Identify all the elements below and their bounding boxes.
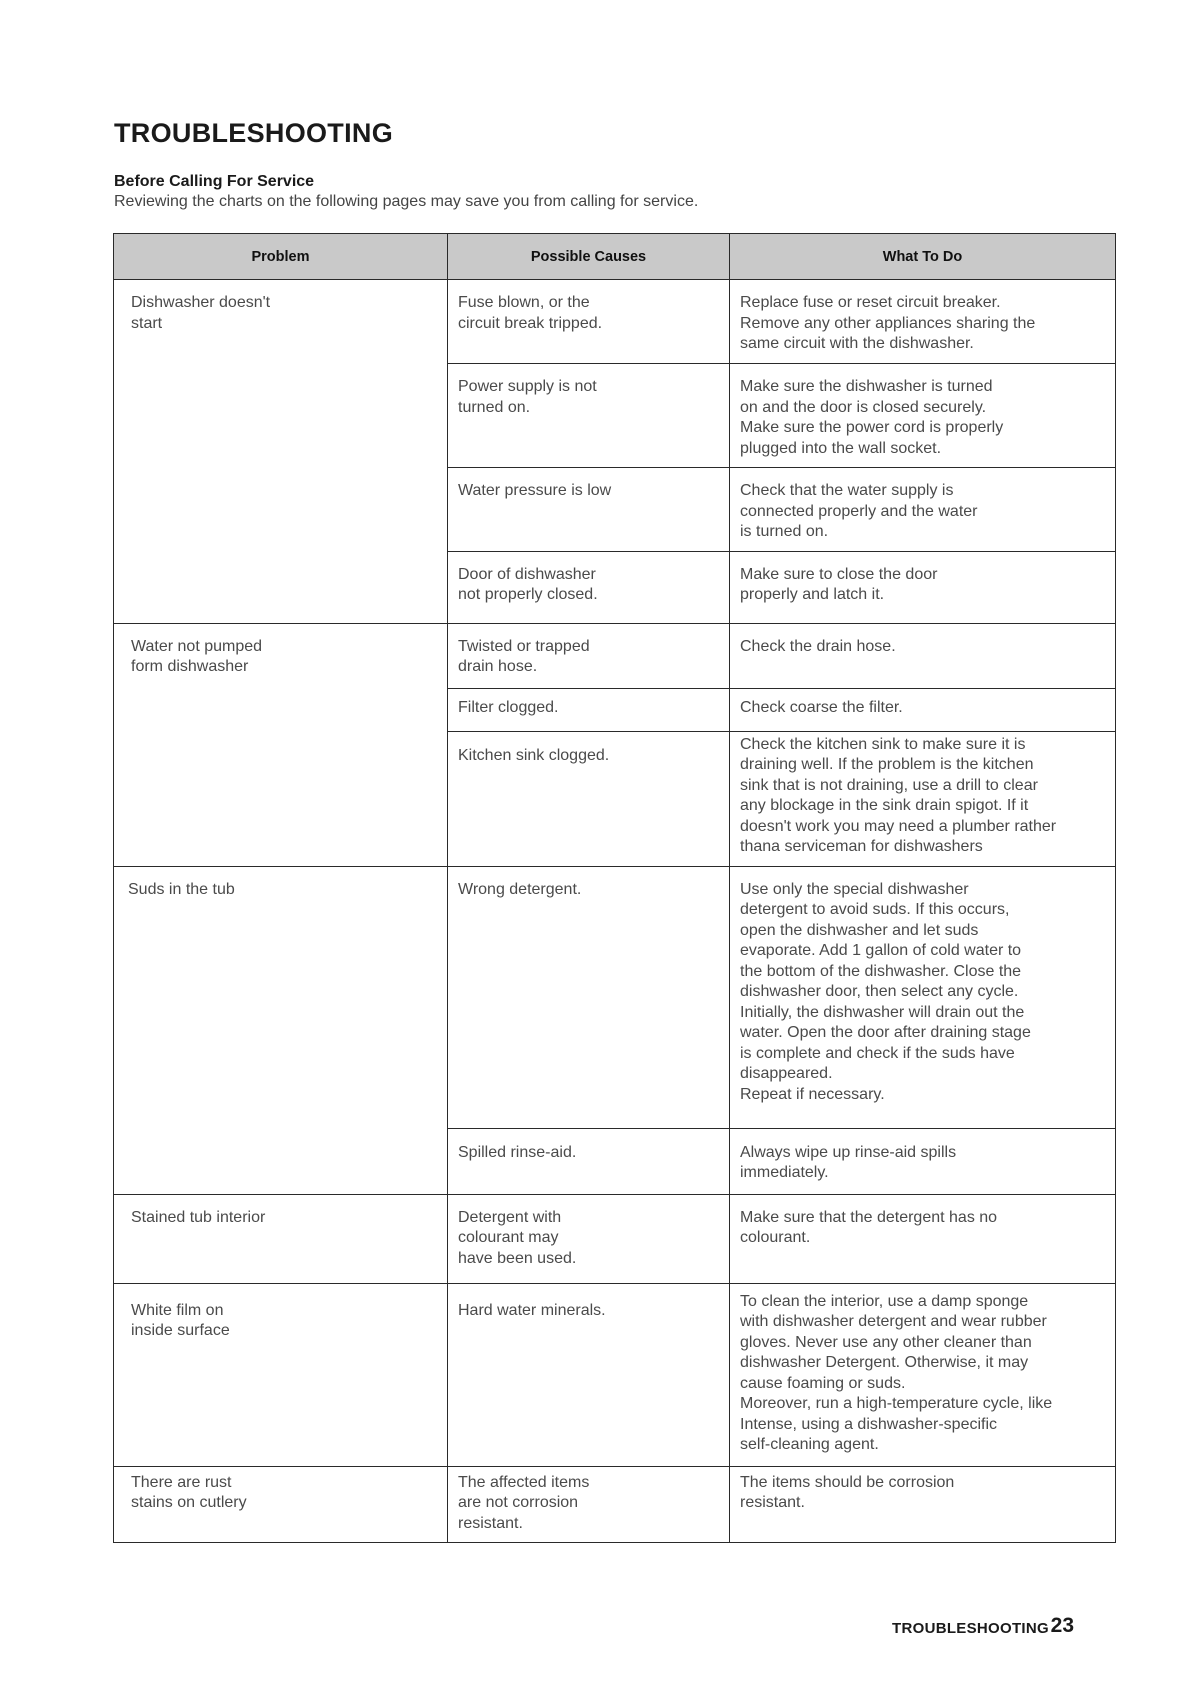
column-header-causes: Possible Causes [448,234,730,280]
cause-cell: Door of dishwasher not properly closed. [448,551,730,623]
cause-cell: Detergent with colourant may have been used. [448,1194,730,1283]
cause-cell: Fuse blown, or the circuit break tripped. [448,280,730,364]
problem-cell: Suds in the tub [114,866,448,1194]
action-cell: Check the drain hose. [730,623,1116,688]
action-cell: Always wipe up rinse-aid spills immediately. [730,1128,1116,1194]
action-cell: Replace fuse or reset circuit breaker. Remove any other appliances sharing the same circuit with the dishwasher. [730,280,1116,364]
action-cell: Make sure that the detergent has no colourant. [730,1194,1116,1283]
action-cell: Check the kitchen sink to make sure it is draining well. If the problem is the kitchen sink that is not draining, use a drill to clear any blockage in the sink drain spigot. If it doesn't work you may need a plumber rather thana serviceman for dishwashers [730,731,1116,866]
table-row [114,623,1116,688]
problem-cell: Dishwasher doesn't start [114,280,448,624]
table-row [114,280,1116,364]
problem-cell: White film on inside surface [114,1283,448,1466]
cause-cell: Kitchen sink clogged. [448,731,730,866]
cause-cell: The affected items are not corrosion resistant. [448,1466,730,1543]
cause-cell: Wrong detergent. [448,866,730,1128]
cause-cell: Spilled rinse-aid. [448,1128,730,1194]
action-cell: Make sure the dishwasher is turned on and the door is closed securely. Make sure the power cord is properly plugged into the wall socket. [730,364,1116,468]
troubleshooting-table [113,233,1116,1543]
cause-cell: Filter clogged. [448,688,730,731]
problem-cell: There are rust stains on cutlery [114,1466,448,1543]
table-row [114,1283,1116,1466]
cause-cell: Water pressure is low [448,468,730,552]
table-row [114,1194,1116,1283]
action-cell: Use only the special dishwasher detergent to avoid suds. If this occurs, open the dishwasher and let suds evaporate. Add 1 gallon of cold water to the bottom of the dishwasher. Close the dishwasher door, then select any cycle. Initially, the dishwasher will drain out the water. Open the door after draining stage is complete and check if the suds have disappeared. Repeat if necessary. [730,866,1116,1128]
cause-cell: Twisted or trapped drain hose. [448,623,730,688]
action-cell: To clean the interior, use a damp sponge with dishwasher detergent and wear rubber gloves. Never use any other cleaner than dishwasher Detergent. Otherwise, it may cause foaming or suds. Moreover, run a high-temperature cycle, like Intense, using a dishwasher-specific self-cleaning agent. [730,1283,1116,1466]
action-cell: Check coarse the filter. [730,688,1116,731]
column-header-what-to-do: What To Do [730,234,1116,280]
page-number: 23 [1050,1614,1074,1637]
problem-cell: Water not pumped form dishwasher [114,623,448,866]
intro-text: Reviewing the charts on the following pages may save you from calling for service. [114,193,699,210]
table-header-row [114,234,1116,280]
table-row [114,1466,1116,1543]
page-title: TROUBLESHOOTING [114,118,393,148]
cause-cell: Power supply is not turned on. [448,364,730,468]
footer-section-label: TROUBLESHOOTING [892,1620,1049,1637]
cause-cell: Hard water minerals. [448,1283,730,1466]
section-subtitle: Before Calling For Service [114,173,315,190]
action-cell: Make sure to close the door properly and latch it. [730,551,1116,623]
problem-cell: Stained tub interior [114,1194,448,1283]
table-row [114,866,1116,1128]
action-cell: The items should be corrosion resistant. [730,1466,1116,1543]
action-cell: Check that the water supply is connected properly and the water is turned on. [730,468,1116,552]
column-header-problem: Problem [114,234,448,280]
